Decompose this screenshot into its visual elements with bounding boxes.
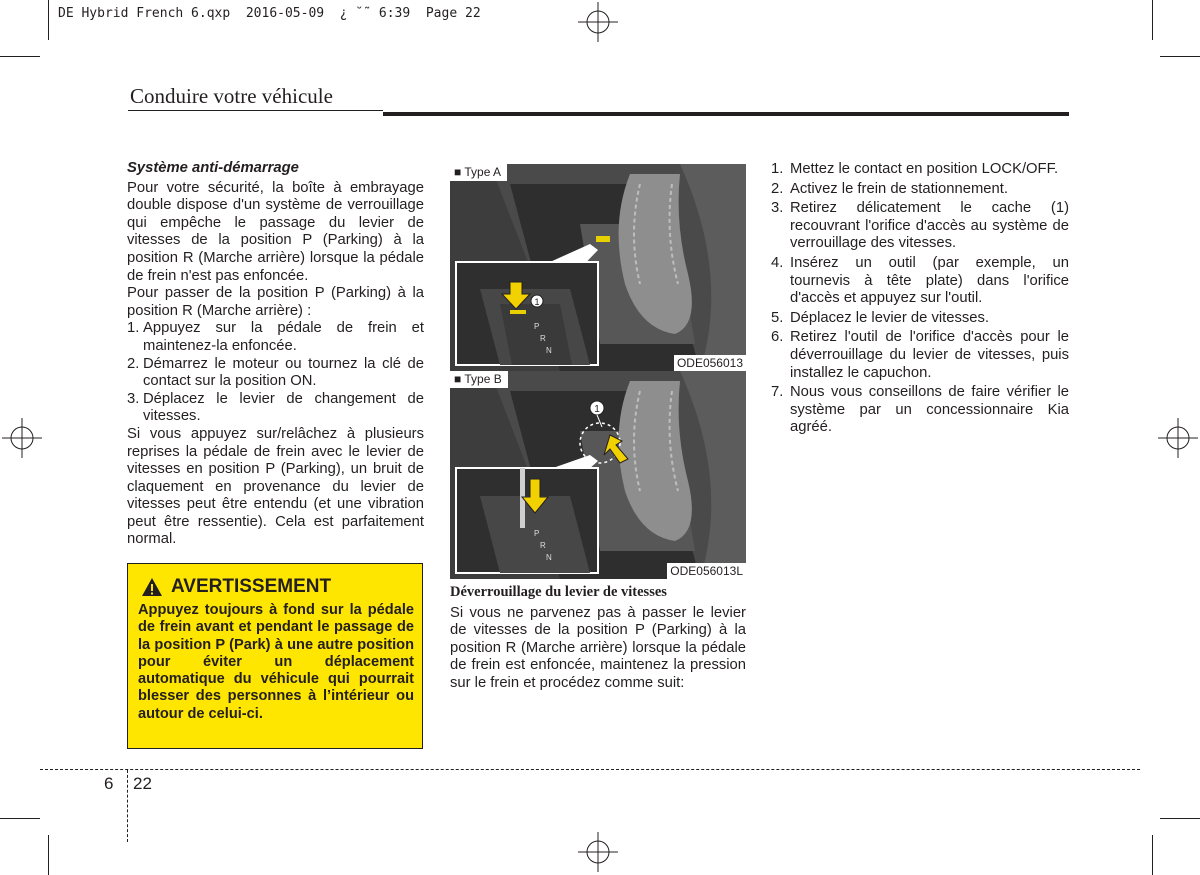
crop-mark — [1160, 56, 1200, 57]
crop-mark — [1152, 0, 1153, 40]
chapter-number: 6 — [104, 774, 114, 793]
crop-mark — [48, 835, 49, 875]
gear-letter: P — [534, 322, 540, 331]
step-text: Retirez délicatement le cache (1) recouvrant l'orifice d'accès au système de verrouillage des vitesses. — [790, 200, 1069, 252]
step-text: Démarrez le moteur ou tournez la clé de contact sur la position ON. — [143, 355, 424, 390]
step-number: 3. — [771, 200, 784, 217]
callout-number: 1 — [534, 297, 540, 307]
list-item — [127, 391, 424, 426]
list-item — [771, 310, 1069, 328]
step-number: 2. — [127, 355, 140, 372]
gear-letter: P — [534, 529, 540, 538]
figure-code: ODE056013 — [674, 355, 746, 371]
crop-mark — [0, 818, 40, 819]
header-rule — [383, 112, 1069, 116]
warning-title-text: AVERTISSEMENT — [171, 576, 332, 597]
callout-number: 1 — [594, 404, 600, 415]
warning-triangle-icon — [141, 577, 163, 597]
step-number: 2. — [771, 180, 784, 197]
page-number: 22 — [133, 774, 152, 793]
footer-divider — [127, 770, 128, 842]
paragraph: Si vous appuyez sur/relâchez à plusieurs reprises la pédale de frein avec le levier de vitesses en position P (Parking), un bruit de claquement en provenance du levier de vitesses peut être entendu (et une vibration peut être ressentie). Cela est parfaitement normal. — [127, 425, 424, 548]
step-text: Retirez l'outil de l'orifice d'accès pour le déverrouillage du levier de vitesses, puis installez le capuchon. — [790, 329, 1069, 381]
step-number: 6. — [771, 329, 784, 346]
step-number: 1. — [127, 320, 140, 337]
step-text: Déplacez le levier de changement de vitesses. — [143, 390, 424, 425]
gear-letter: N — [546, 553, 552, 562]
left-column — [127, 160, 424, 549]
list-item — [771, 200, 1069, 253]
step-number: 5. — [771, 309, 784, 326]
figure-type-b — [450, 371, 746, 579]
list-item — [127, 356, 424, 391]
list-item — [771, 181, 1069, 199]
list-item — [127, 320, 424, 355]
section-subheading: Système anti-démarrage — [127, 160, 299, 176]
section-heading: Déverrouillage du levier de vitesses — [450, 584, 667, 600]
gear-shifter-illustration — [450, 164, 746, 371]
middle-column — [450, 584, 746, 693]
crop-mark — [0, 56, 40, 57]
step-text: Mettez le contact en position LOCK/OFF. — [790, 161, 1059, 177]
figure-code: ODE056013L — [667, 563, 746, 579]
warning-box — [127, 563, 423, 749]
crop-mark — [1160, 818, 1200, 819]
warning-title — [141, 576, 331, 598]
list-item — [771, 329, 1069, 382]
gear-shifter-illustration — [450, 371, 746, 579]
gear-letter: R — [540, 541, 546, 550]
step-text: Activez le frein de stationnement. — [790, 180, 1008, 197]
registration-mark-icon — [2, 418, 42, 458]
step-number: 7. — [771, 384, 784, 401]
step-number: 4. — [771, 254, 784, 271]
header-rule — [128, 110, 383, 111]
list-item — [771, 255, 1069, 308]
paragraph: Pour passer de la position P (Parking) à la position R (Marche arrière) : — [127, 285, 424, 319]
step-text: Insérez un outil (par exemple, un tournevis à tête plate) dans l'orifice d'accès et appuyez sur l'outil. — [790, 254, 1069, 307]
print-slug: DE Hybrid French 6.qxp 2016-05-09 ¿ ˘˜ 6:39 Page 22 — [58, 6, 481, 21]
step-text: Nous vous conseillons de faire vérifier le système par un concessionnaire Kia agréé. — [790, 384, 1069, 436]
crop-mark — [48, 0, 49, 40]
list-item — [771, 161, 1069, 179]
step-number: 3. — [127, 390, 140, 407]
gear-letter: R — [540, 334, 546, 343]
warning-text: Appuyez toujours à fond sur la pédale de frein avant et pendant le passage de la position P (Park) à une autre position pour éviter un déplacement automatique du véhicule qui pourrait blesser des personnes à l’intérieur ou autour de celui-ci. — [138, 602, 414, 722]
page-title: Conduire votre véhicule — [130, 84, 333, 108]
paragraph: Si vous ne parvenez pas à passer le levier de vitesses de la position P (Parking) à la position R (Marche arrière) lorsque la pédale de frein est enfoncée, maintenez la pression sur le frein et procédez comme suit: — [450, 604, 746, 691]
footer-divider — [40, 769, 1140, 770]
paragraph: Pour votre sécurité, la boîte à embrayage double dispose d'un système de verrouillage qui empêche le passage du levier de vitesses de la position P (Parking) à la position R (Marche arrière) lorsque la pédale de frein n'est pas enfoncée. — [127, 179, 424, 284]
list-item — [771, 384, 1069, 437]
registration-mark-icon — [578, 2, 618, 42]
figure-label: ■ Type A — [450, 164, 507, 181]
figure-label: ■ Type B — [450, 371, 508, 388]
figure-type-a — [450, 164, 746, 371]
registration-mark-icon — [578, 832, 618, 872]
right-column — [771, 161, 1069, 439]
gear-letter: N — [546, 346, 552, 355]
step-text: Déplacez le levier de vitesses. — [790, 309, 990, 326]
registration-mark-icon — [1158, 418, 1198, 458]
step-number: 1. — [771, 161, 784, 177]
step-text: Appuyez sur la pédale de frein et maintenez-la enfoncée. — [143, 320, 424, 354]
crop-mark — [1152, 835, 1153, 875]
